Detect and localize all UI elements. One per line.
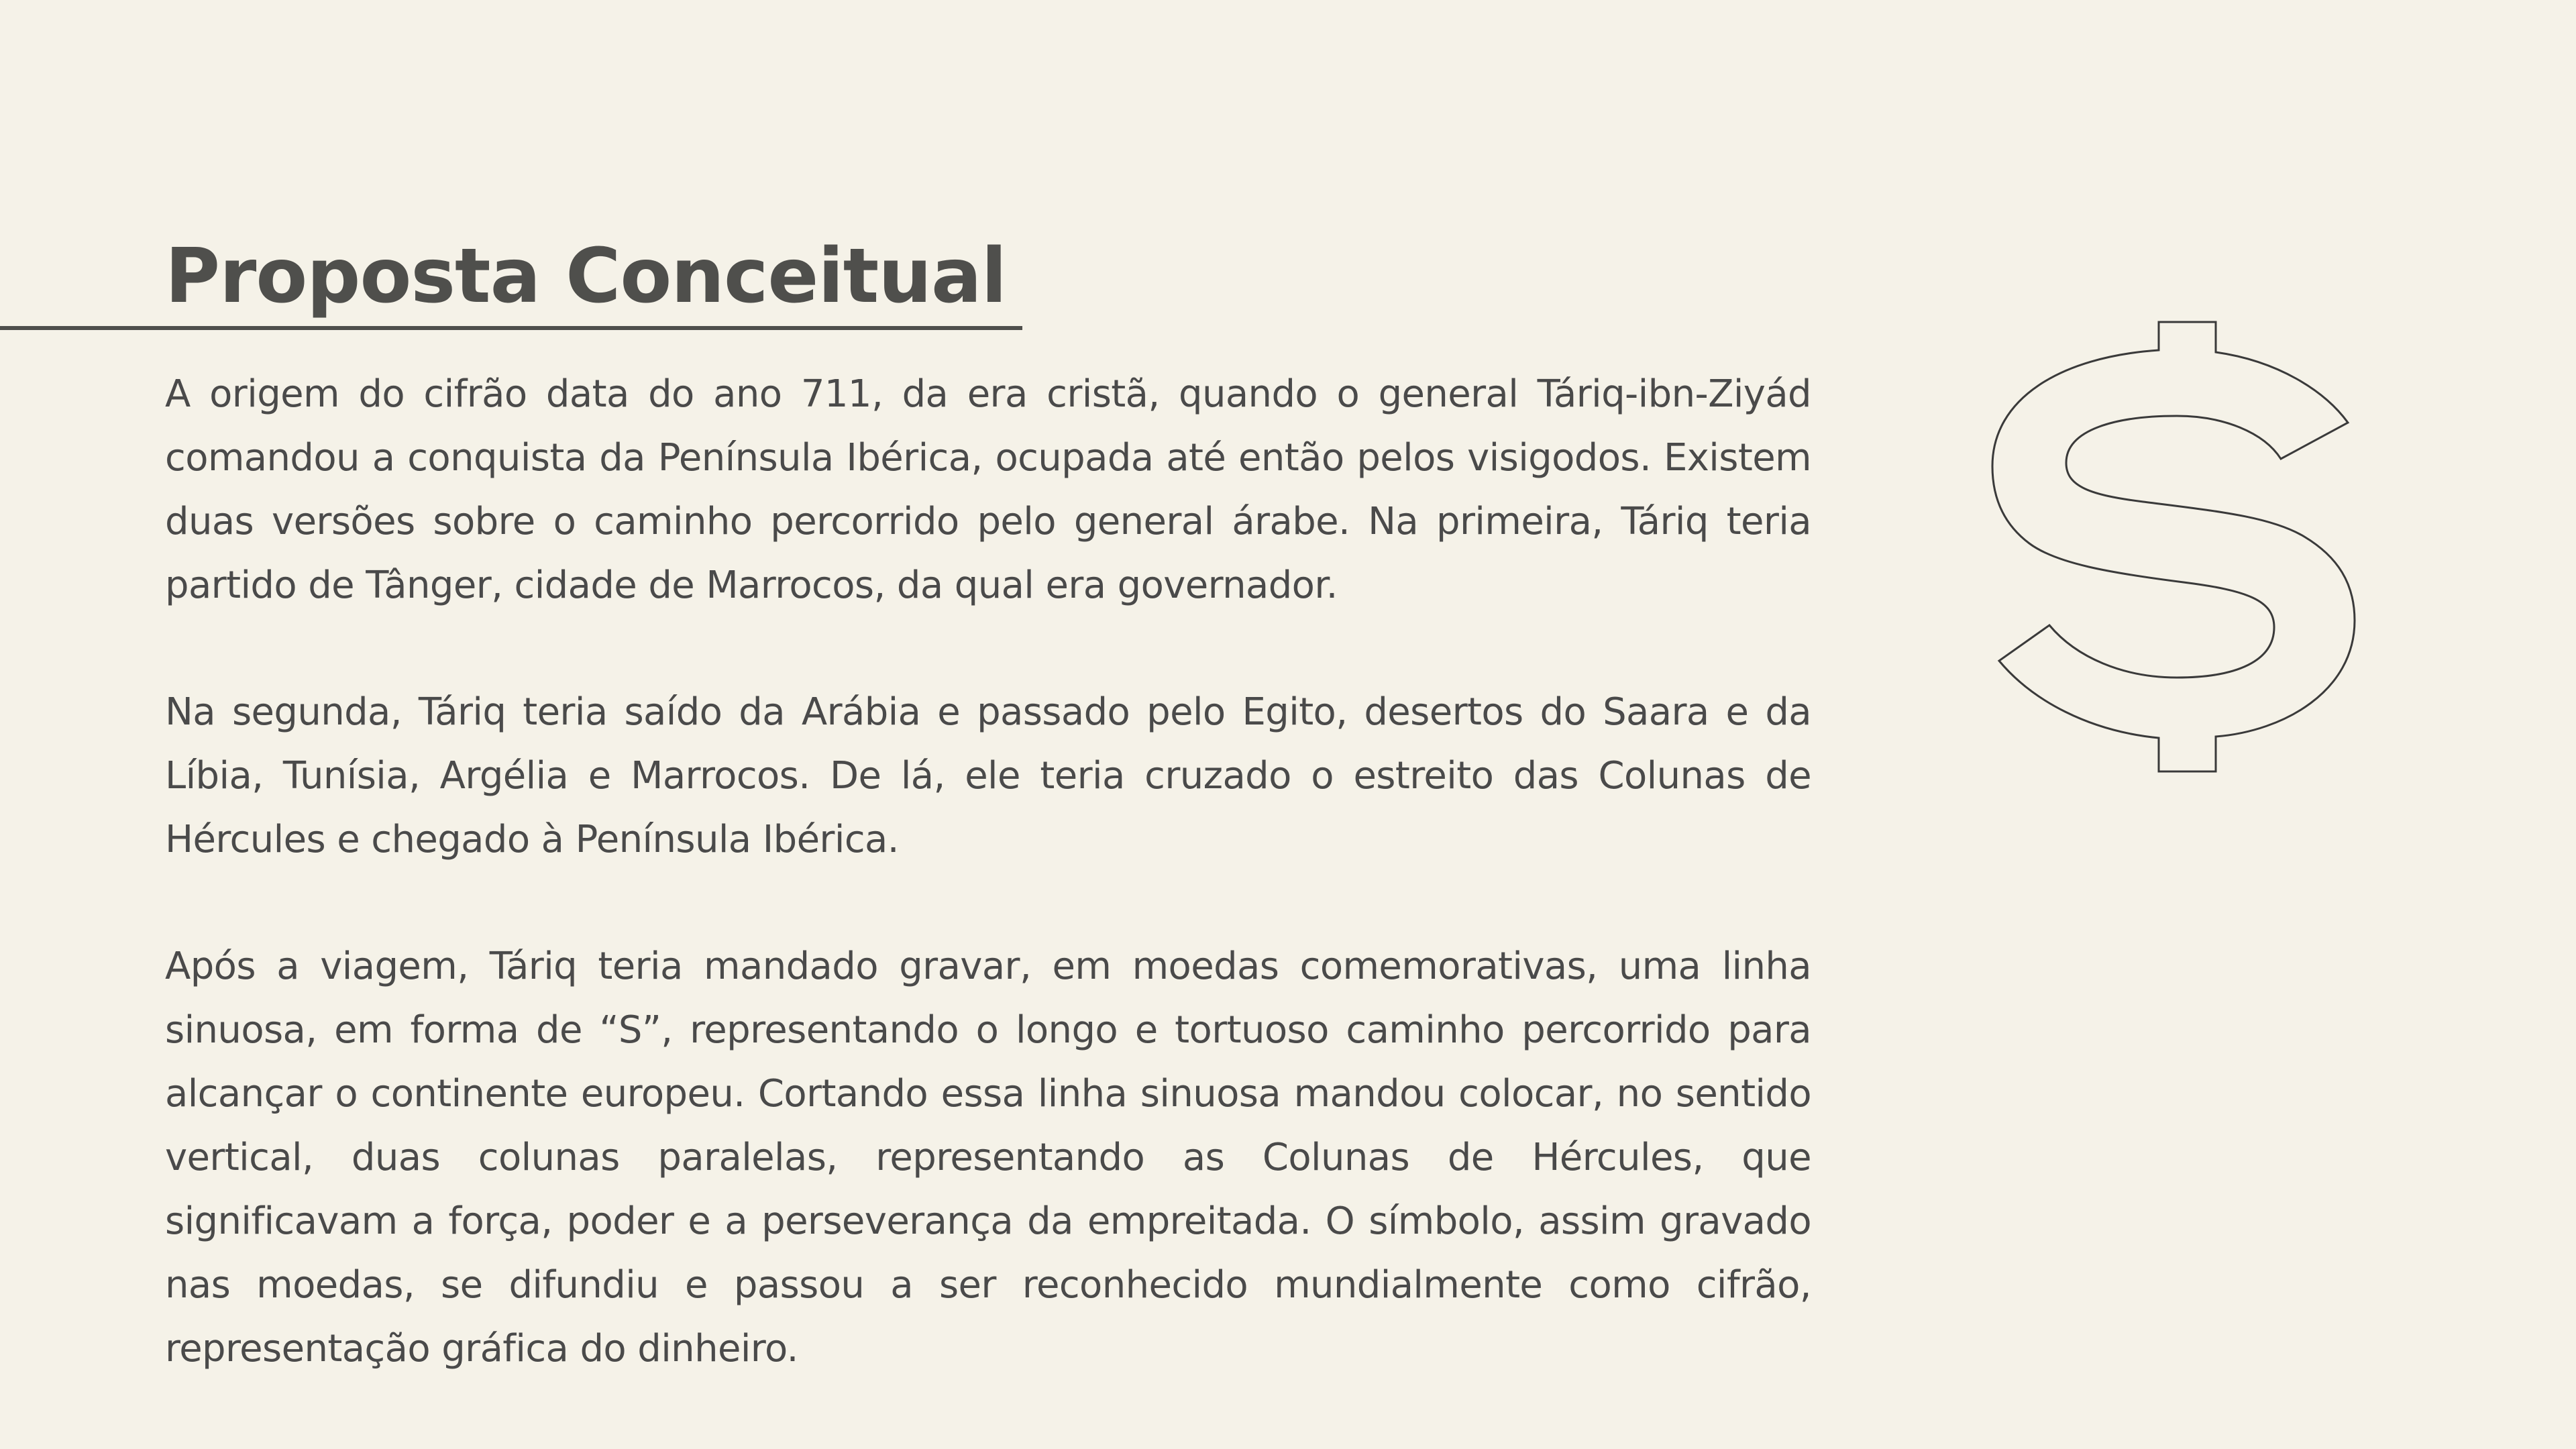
- paragraph-3: Após a viagem, Táriq teria mandado gravar, em moedas comemorativas, uma linha sinuosa, em forma de “S”, representando o longo e tortuoso caminho percorrido para alcançar o continente europeu. Cortando essa linha sinuosa mandou colocar, no sentido vertical, duas colunas paralelas, representando as Colunas de Hércules, que significavam a força, poder e a perseverança da empreitada. O símbolo, assim gravado nas moedas, se difundiu e passou a ser reconhecido mundialmente como cifrão, representação gráfica do dinheiro.: [165, 945, 1811, 1371]
- paragraph-1: A origem do cifrão data do ano 711, da era cristã, quando o general Táriq-ibn-Ziyád comandou a conquista da Península Ibérica, ocupada até então pelos visigodos. Existem duas versões sobre o caminho percorrido pelo general árabe. Na primeira, Táriq teria partido de Tânger, cidade de Marrocos, da qual era governador.: [165, 372, 1811, 607]
- dollar-sign-icon: [1982, 315, 2371, 785]
- title-underline: [0, 326, 1022, 330]
- body-text: [165, 362, 1811, 1381]
- page-title: Proposta Conceitual: [165, 233, 1007, 320]
- dollar-outline: [1992, 322, 2355, 771]
- paragraph-2: Na segunda, Táriq teria saído da Arábia e passado pelo Egito, desertos do Saara e da Líbia, Tunísia, Argélia e Marrocos. De lá, ele teria cruzado o estreito das Colunas de Hércules e chegado à Península Ibérica.: [165, 690, 1811, 861]
